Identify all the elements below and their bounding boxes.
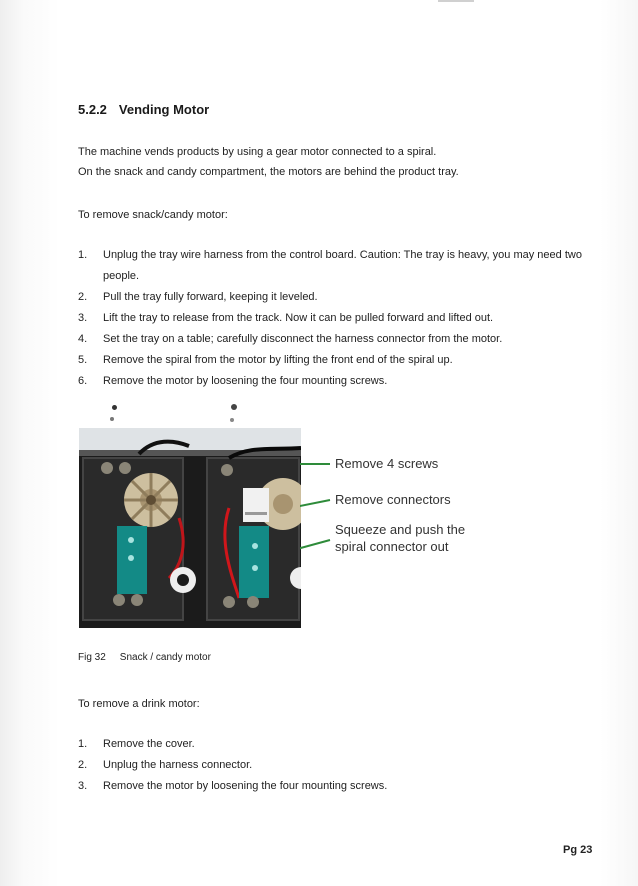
step-text: Set the tray on a table; carefully disconnect the harness connector from the motor.: [103, 333, 503, 345]
motor-photo: [79, 428, 301, 628]
callout-spiral-connector: spiral connector out: [335, 539, 449, 554]
step-number: 4.: [78, 333, 88, 345]
step-number: 2.: [78, 759, 88, 771]
step-number: 5.: [78, 354, 88, 366]
snack-steps-list: [78, 245, 618, 392]
figure-caption: [78, 652, 211, 663]
figure-caption-text: Snack / candy motor: [119, 652, 211, 663]
step-text: Unplug the tray wire harness from the control board. Caution: The tray is heavy, you may need two people.: [103, 249, 582, 282]
scan-dot: [112, 405, 117, 410]
list-item: [78, 734, 618, 755]
step-number: 3.: [78, 312, 88, 324]
arrow-spiral-connector: [300, 540, 330, 574]
list-item: [78, 371, 618, 392]
list-item: [78, 245, 618, 287]
section-title: Vending Motor: [118, 102, 210, 117]
step-text: Remove the spiral from the motor by lifting the front end of the spiral up.: [103, 354, 453, 366]
scan-dot: [231, 404, 237, 410]
drink-steps-list: [78, 734, 618, 797]
step-text: Remove the motor by loosening the four mounting screws.: [103, 375, 388, 387]
drink-heading: To remove a drink motor:: [78, 698, 200, 710]
scan-dot: [110, 417, 114, 421]
step-number: 1.: [78, 738, 88, 750]
callout-remove-connectors: Remove connectors: [335, 492, 451, 507]
step-text: Remove the cover.: [103, 738, 195, 750]
list-item: [78, 308, 618, 329]
step-text: Unplug the harness connector.: [103, 759, 253, 771]
section-number: 5.2.2: [78, 102, 107, 117]
step-number: 1.: [78, 249, 88, 261]
list-item: [78, 287, 618, 308]
callout-remove-screws: Remove 4 screws: [335, 456, 439, 471]
scan-dot: [230, 418, 234, 422]
callout-squeeze-push: Squeeze and push the: [335, 522, 466, 537]
intro-line-2: On the snack and candy compartment, the motors are behind the product tray.: [78, 166, 459, 178]
page-number: Pg 23: [563, 844, 593, 856]
motor-photo-illustration: [79, 428, 301, 628]
list-item: [78, 329, 618, 350]
scan-mark: [438, 0, 474, 2]
step-number: 6.: [78, 375, 88, 387]
step-text: Remove the motor by loosening the four mounting screws.: [103, 780, 388, 792]
step-number: 3.: [78, 780, 88, 792]
section-heading: [78, 102, 209, 117]
arrow-remove-connectors: [300, 500, 330, 510]
intro-line-1: The machine vends products by using a gear motor connected to a spiral.: [78, 146, 437, 158]
list-item: [78, 776, 618, 797]
list-item: [78, 755, 618, 776]
step-text: Lift the tray to release from the track. Now it can be pulled forward and lifted out.: [103, 312, 494, 324]
snack-heading: To remove snack/candy motor:: [78, 209, 228, 221]
step-number: 2.: [78, 291, 88, 303]
step-text: Pull the tray fully forward, keeping it leveled.: [103, 291, 318, 303]
figure-label: Fig 32: [78, 652, 106, 663]
list-item: [78, 350, 618, 371]
